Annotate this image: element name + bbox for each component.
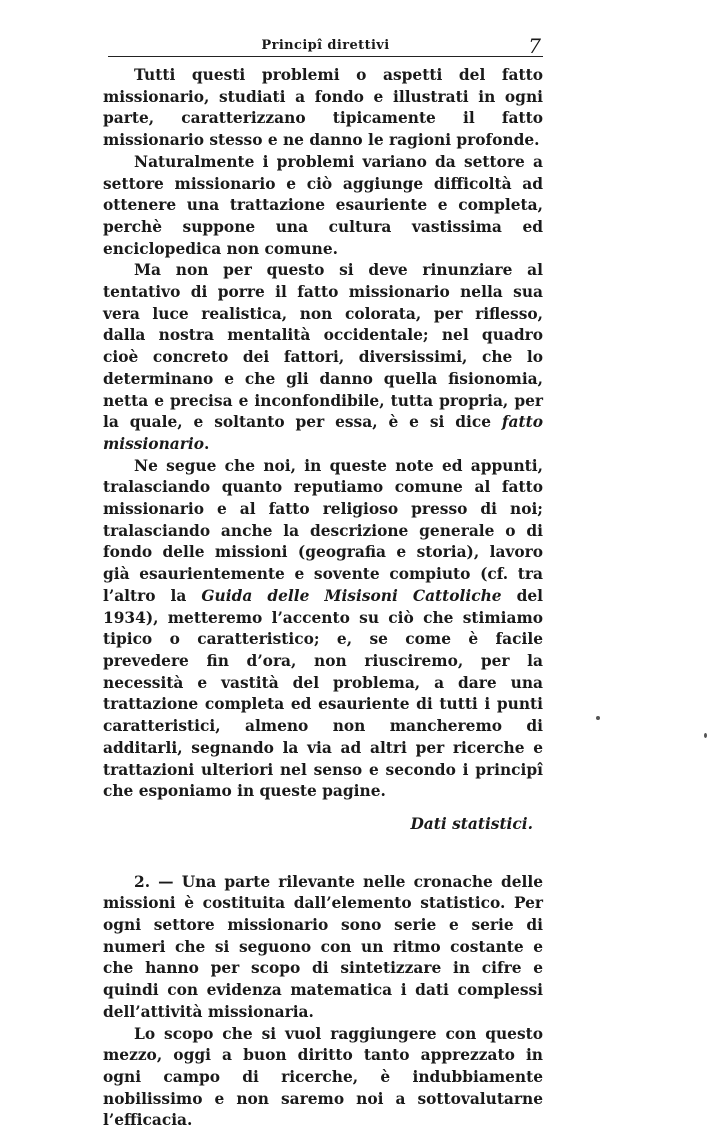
paragraph-3-emphasis: fatto missionario <box>103 413 543 453</box>
paragraph-3-end: . <box>203 434 210 453</box>
section-gap <box>103 836 543 872</box>
section-heading: Dati statistici. <box>410 814 533 833</box>
page-body <box>103 65 543 1132</box>
paragraph-4 <box>103 456 543 803</box>
page-number: 7 <box>528 34 541 58</box>
print-speck <box>596 716 600 720</box>
paragraph-1: Tutti questi problemi o aspetti del fatto missionario, studiati a fondo e illustrati in ogni parte, caratterizzano tipicamente il fatto missionario stesso e ne danno le ragioni profonde. <box>103 66 543 150</box>
paragraph-6: Lo scopo che si vuol raggiungere con questo mezzo, oggi a buon diritto tanto apprezzato in ogni campo di ricerche, è indubbiamente nobilissimo e non saremo noi a sottovalutarne l’efficacia. <box>103 1024 543 1130</box>
paragraph-4-text-b: del 1934), metteremo l’accento su ciò che stimiamo tipico o caratteristico; e, se come è facile prevedere fin d’ora, non riusciremo, per la necessità e vastità del problema, a dare una trattazione completa ed esauriente di tutti i punti caratteristici, almeno non mancheremo di additarli, segnando la via ad altri per ricerche e trattazioni ulteriori nel senso e secondo i principî che esponiamo in queste pagine. <box>103 586 544 801</box>
paragraph-5: 2. — Una parte rilevante nelle cronache delle missioni è costituita dall’elemento statistico. Per ogni settore missionario sono serie e serie di numeri che si seguono con un ritmo costante e che hanno per scopo di sintetizzare in cifre e quindi con evidenza matematica i dati complessi dell’attività missionaria. <box>103 872 543 1021</box>
header-rule <box>108 56 543 57</box>
paragraph-3 <box>103 260 543 455</box>
paragraph-3-text: Ma non per questo si deve rinunziare al tentativo di porre il fatto missionario nella sua vera luce realistica, non colorata, per riflesso, dalla nostra mentalità occidentale; nel quadro cioè concreto dei fattori, diversissimi, che lo determinano e che gli danno quella fisionomia, netta e precisa e inconfondibile, tutta propria, per la quale, e soltanto per essa, è e si dice <box>103 261 543 432</box>
print-speck <box>704 733 707 738</box>
running-title: Principî direttivi <box>261 38 390 53</box>
paragraph-4-text-a: Ne segue che noi, in queste note ed appunti, tralasciando quanto reputiamo comune al fatto missionario e al fatto religioso presso di noi; tralasciando anche la descrizione generale o di fondo delle missioni (geografia e storia), lavoro già esaurientemente e sovente compiuto (cf. tra l’altro la <box>103 456 543 605</box>
paragraph-2: Naturalmente i problemi variano da settore a settore missionario e ciò aggiunge difficoltà ad ottenere una trattazione esauriente e completa, perchè suppone una cultura vastissima ed enciclopedica non comune. <box>103 152 543 258</box>
paragraph-4-emphasis: Guida delle Misisoni Cattoliche <box>201 586 502 605</box>
